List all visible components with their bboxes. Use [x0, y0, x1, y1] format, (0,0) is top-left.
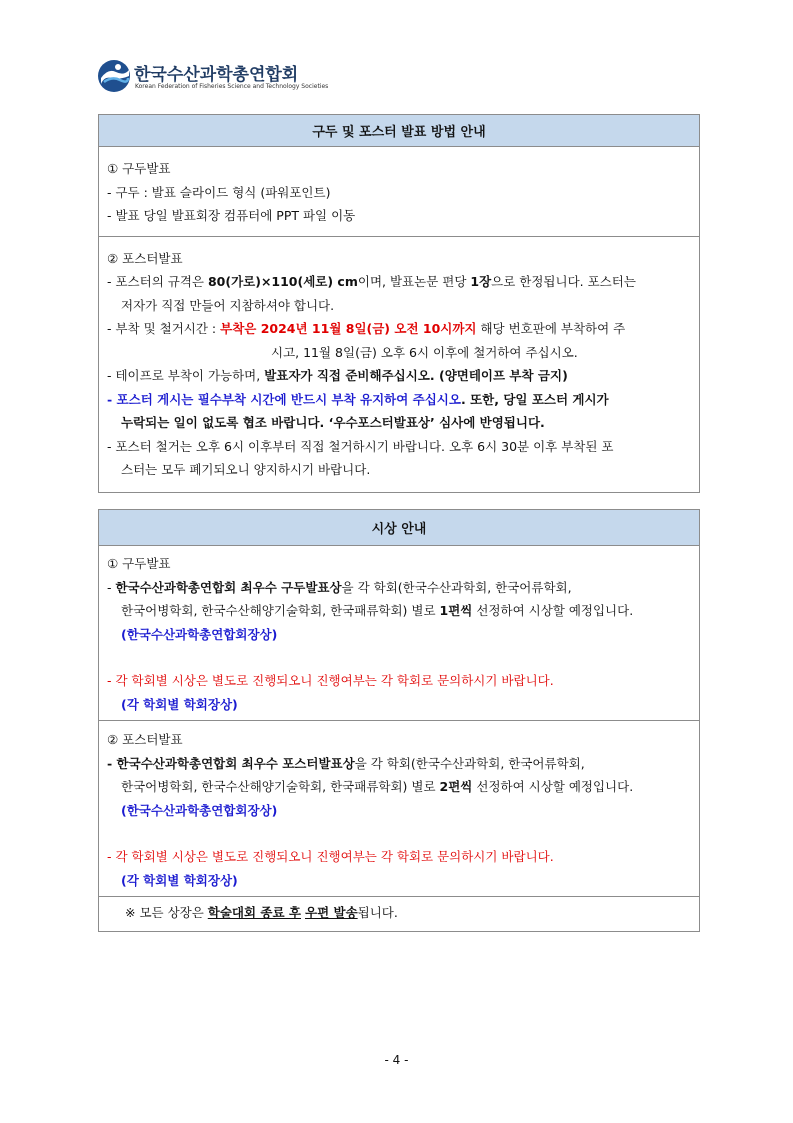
poster-presentation-cell [99, 236, 700, 492]
oral-line-ppt: - 발표 당일 발표회장 컴퓨터에 PPT 파일 이동 [107, 208, 356, 223]
poster-award-prize-name: (한국수산과학총연합회장상) [121, 802, 278, 818]
poster-line-size: - 포스터의 규격은 80(가로)×110(세로) cm이며, 발표논문 편당 1장으로 한정됩니다. 포스터는 [107, 274, 636, 289]
poster-line-time-cont: 시고, 11월 8일(금) 오후 6시 이후에 철거하여 주십시오. [271, 344, 578, 360]
oral-award-heading: ① 구두발표 [107, 556, 171, 571]
award-info-title: 시상 안내 [99, 510, 700, 546]
oral-award-society-note: - 각 학회별 시상은 별도로 진행되오니 진행여부는 각 학회로 문의하시기 바랍니다. [107, 673, 554, 688]
oral-award-line1: - 한국수산과학총연합회 최우수 구두발표상을 각 학회(한국수산과학회, 한국어류학회, [107, 579, 572, 595]
poster-line-required: - 포스터 게시는 필수부착 시간에 반드시 부착 유지하여 주십시오. 또한, 당일 포스터 게시가 [107, 391, 609, 407]
poster-line-time: - 부착 및 철거시간 : 부착은 2024년 11월 8일(금) 오전 10시까지 해당 번호판에 부착하여 주 [107, 321, 626, 336]
poster-heading: ② 포스터발표 [107, 250, 183, 266]
oral-award-line2: 한국어병학회, 한국수산해양기술학회, 한국패류학회) 별로 1편씩 선정하여 시상할 예정입니다. [121, 603, 634, 618]
poster-line-size-cont: 저자가 직접 만들어 지참하셔야 합니다. [121, 297, 335, 313]
presentation-method-title: 구두 및 포스터 발표 방법 안내 [99, 115, 700, 147]
poster-award-line2: 한국어병학회, 한국수산해양기술학회, 한국패류학회) 별로 2편씩 선정하여 시상할 예정입니다. [121, 779, 634, 794]
oral-award-society-prize: (각 학회별 학회장상) [121, 696, 238, 712]
page-number: - 4 - [384, 1053, 409, 1067]
poster-award-society-prize: (각 학회별 학회장상) [121, 872, 238, 888]
award-info-table [98, 509, 700, 932]
poster-award-line1: - 한국수산과학총연합회 최우수 포스터발표상을 각 학회(한국수산과학회, 한국어류학회, [107, 755, 585, 771]
poster-award-society-note: - 각 학회별 시상은 별도로 진행되오니 진행여부는 각 학회로 문의하시기 바랍니다. [107, 849, 554, 864]
oral-award-cell [99, 546, 700, 721]
org-name: 한국수산과학총연합회 [134, 65, 299, 85]
poster-line-removal: - 포스터 철거는 오후 6시 이후부터 직접 철거하시기 바랍니다. 오후 6시 30분 이후 부착된 포 [107, 438, 614, 454]
poster-line-tape: - 테이프로 부착이 가능하며, 발표자가 직접 준비해주십시오. (양면테이프 부착 금지) [107, 368, 568, 383]
poster-award-heading: ② 포스터발표 [107, 732, 183, 747]
oral-heading: ① 구두발표 [107, 161, 171, 176]
oral-line-format: - 구두 : 발표 슬라이드 형식 (파워포인트) [107, 184, 331, 200]
federation-emblem-icon [96, 58, 132, 94]
poster-line-removal-cont: 스터는 모두 폐기되오니 양지하시기 바랍니다. [121, 462, 371, 477]
award-delivery-note: ※ 모든 상장은 학술대회 종료 후 우편 발송됩니다. [125, 905, 398, 920]
poster-award-cell [99, 721, 700, 897]
poster-line-required-cont: 누락되는 일이 없도록 협조 바랍니다. ‘우수포스터발표상’ 심사에 반영됩니다. [121, 415, 545, 430]
org-logo [96, 58, 416, 98]
presentation-method-table [98, 114, 700, 493]
org-subtitle: Korean Federation of Fisheries Science and Technology Societies [135, 83, 329, 90]
oral-award-prize-name: (한국수산과학총연합회장상) [121, 626, 278, 642]
award-delivery-note-cell [99, 897, 700, 932]
oral-presentation-cell [99, 147, 700, 237]
